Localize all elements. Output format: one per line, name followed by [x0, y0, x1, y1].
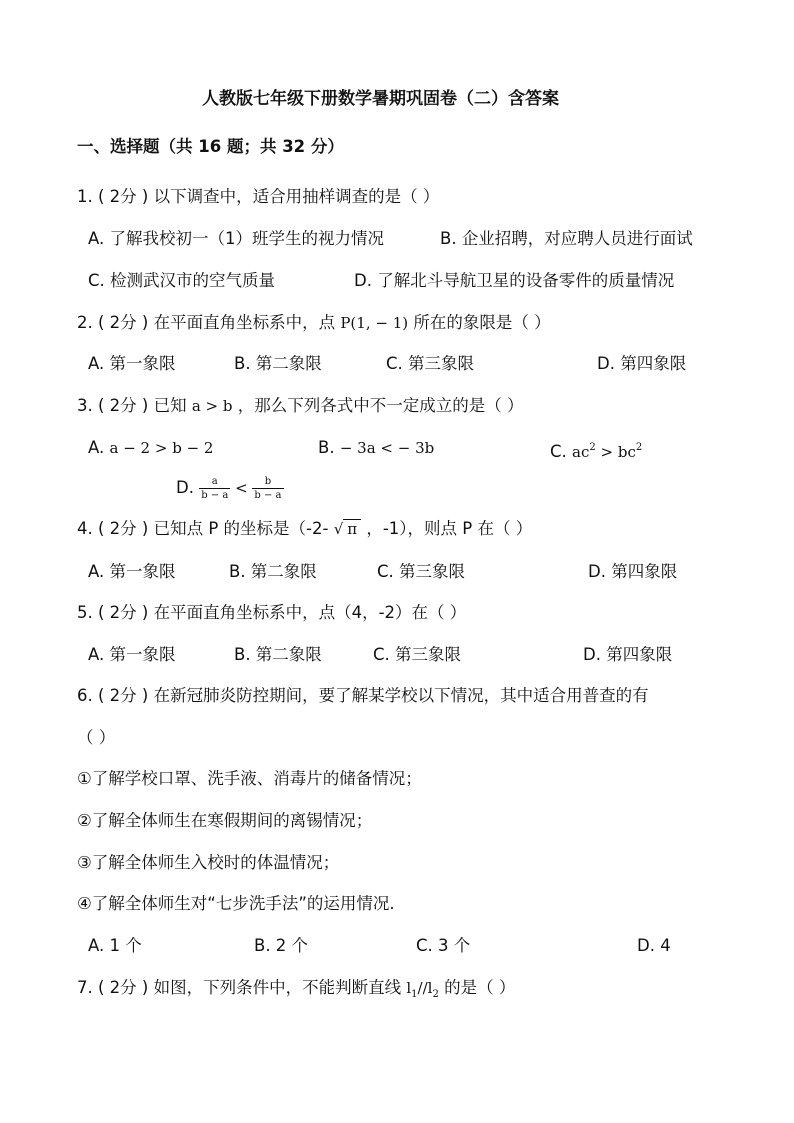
- question-1-option-b: B. 企业招聘，对应聘人员进行面试: [440, 229, 693, 248]
- question-3-option-d: [176, 473, 284, 503]
- option-d-operator: <: [230, 479, 253, 497]
- question-2-option-a: A. 第一象限: [88, 354, 176, 373]
- question-6-item-4: ④了解全体师生对“七步洗手法”的运用情况.: [77, 894, 395, 913]
- question-7-stem-post: 的是（ ）: [438, 978, 516, 997]
- parallel-symbol: //: [417, 979, 428, 997]
- question-7-stem-pre: 7. ( 2分 ) 如图，下列条件中，不能判断直线: [77, 978, 407, 997]
- question-5-option-d: D. 第四象限: [583, 645, 673, 664]
- question-6-option-c: C. 3 个: [416, 936, 471, 955]
- question-4-stem: [77, 518, 532, 540]
- question-5-option-c: C. 第三象限: [373, 645, 462, 664]
- option-c-exponent-1: 2: [589, 442, 596, 453]
- question-7-stem: [77, 977, 515, 1006]
- option-c-operator: >: [595, 443, 618, 461]
- question-6-option-a: A. 1 个: [88, 936, 142, 955]
- question-2-option-d: D. 第四象限: [597, 354, 687, 373]
- question-6-item-2: ②了解全体师生在寒假期间的离锡情况；: [77, 811, 373, 830]
- section-header: 一、选择题（共 16 题；共 32 分）: [77, 137, 344, 156]
- line-l1: [406, 979, 439, 1000]
- fraction-2: [252, 475, 283, 502]
- question-3-option-a: [88, 437, 213, 459]
- question-6-stem: 6. ( 2分 ) 在新冠肺炎防控期间，要了解某学校以下情况，其中适合用普查的有: [77, 686, 649, 705]
- question-3-option-c: [550, 437, 642, 463]
- question-1-option-d: D. 了解北斗导航卫星的设备零件的质量情况: [354, 271, 675, 290]
- option-d-label: D.: [176, 478, 200, 497]
- square-root-radicand: π: [343, 519, 361, 538]
- question-4-stem-post: ，-1），则点 P 在（ ）: [361, 519, 533, 538]
- question-6-option-d: D. 4: [637, 936, 671, 955]
- question-4-option-b: B. 第二象限: [229, 562, 317, 581]
- question-2-stem: [77, 312, 551, 334]
- question-5-option-a: A. 第一象限: [88, 645, 176, 664]
- fraction-1: [199, 475, 230, 502]
- question-1-option-a: A. 了解我校初一（1）班学生的视力情况: [88, 229, 384, 248]
- option-c-label: C.: [550, 442, 573, 461]
- question-6-item-1: ①了解学校口罩、洗手液、消毒片的储备情况；: [77, 769, 422, 788]
- question-2-stem-pre: 2. ( 2分 ) 在平面直角坐标系中，点: [77, 313, 341, 332]
- question-5-stem: 5. ( 2分 ) 在平面直角坐标系中，点（4，-2）在（ ）: [77, 603, 467, 622]
- option-c-base-1: ac: [572, 443, 590, 461]
- question-3-stem: [77, 395, 524, 417]
- question-4-stem-pre: 4. ( 2分 ) 已知点 P 的坐标是（-2-: [77, 519, 334, 538]
- question-3-option-b: [318, 437, 434, 459]
- line-l1-subscript: 1: [411, 989, 418, 1000]
- question-2-option-c: C. 第三象限: [386, 354, 475, 373]
- fraction-1-numerator: a: [211, 476, 218, 487]
- fraction-1-denominator: b − a: [201, 490, 229, 501]
- question-4-option-a: A. 第一象限: [88, 562, 176, 581]
- square-root: √ π: [334, 518, 361, 540]
- question-6-option-b: B. 2 个: [254, 936, 309, 955]
- question-3-stem-pre: 3. ( 2分 ) 已知: [77, 396, 192, 415]
- option-a-expression: a − 2 > b − 2: [109, 439, 214, 457]
- question-4-option-d: D. 第四象限: [588, 562, 678, 581]
- fraction-2-numerator: b: [264, 476, 272, 487]
- option-a-label: A.: [88, 438, 110, 457]
- question-2-stem-post: 所在的象限是（ ）: [408, 313, 551, 332]
- line-l2-letter: l: [427, 979, 433, 997]
- fraction-2-denominator: b − a: [254, 490, 282, 501]
- question-3-stem-post: ，那么下列各式中不一定成立的是（ ）: [232, 396, 524, 415]
- option-b-expression: − 3a < − 3b: [339, 439, 435, 457]
- line-l1-letter: l: [406, 979, 412, 997]
- question-1-option-c: C. 检测武汉市的空气质量: [88, 271, 276, 290]
- option-b-label: B.: [318, 438, 340, 457]
- question-6-stem-continued: （ ）: [77, 728, 116, 747]
- option-c-exponent-2: 2: [635, 442, 643, 453]
- question-2-option-b: B. 第二象限: [234, 354, 322, 373]
- question-2-point: P(1, − 1): [340, 314, 409, 332]
- question-3-condition: a > b: [191, 397, 233, 415]
- question-6-item-3: ③了解全体师生入校时的体温情况；: [77, 853, 340, 872]
- option-c-base-2: bc: [617, 443, 636, 461]
- question-1-stem: 1. ( 2分 ) 以下调查中，适合用抽样调查的是（ ）: [77, 187, 440, 206]
- question-4-option-c: C. 第三象限: [377, 562, 466, 581]
- page-title: 人教版七年级下册数学暑期巩固卷（二）含答案: [202, 89, 559, 109]
- question-5-option-b: B. 第二象限: [234, 645, 322, 664]
- line-l2-subscript: 2: [432, 989, 439, 1000]
